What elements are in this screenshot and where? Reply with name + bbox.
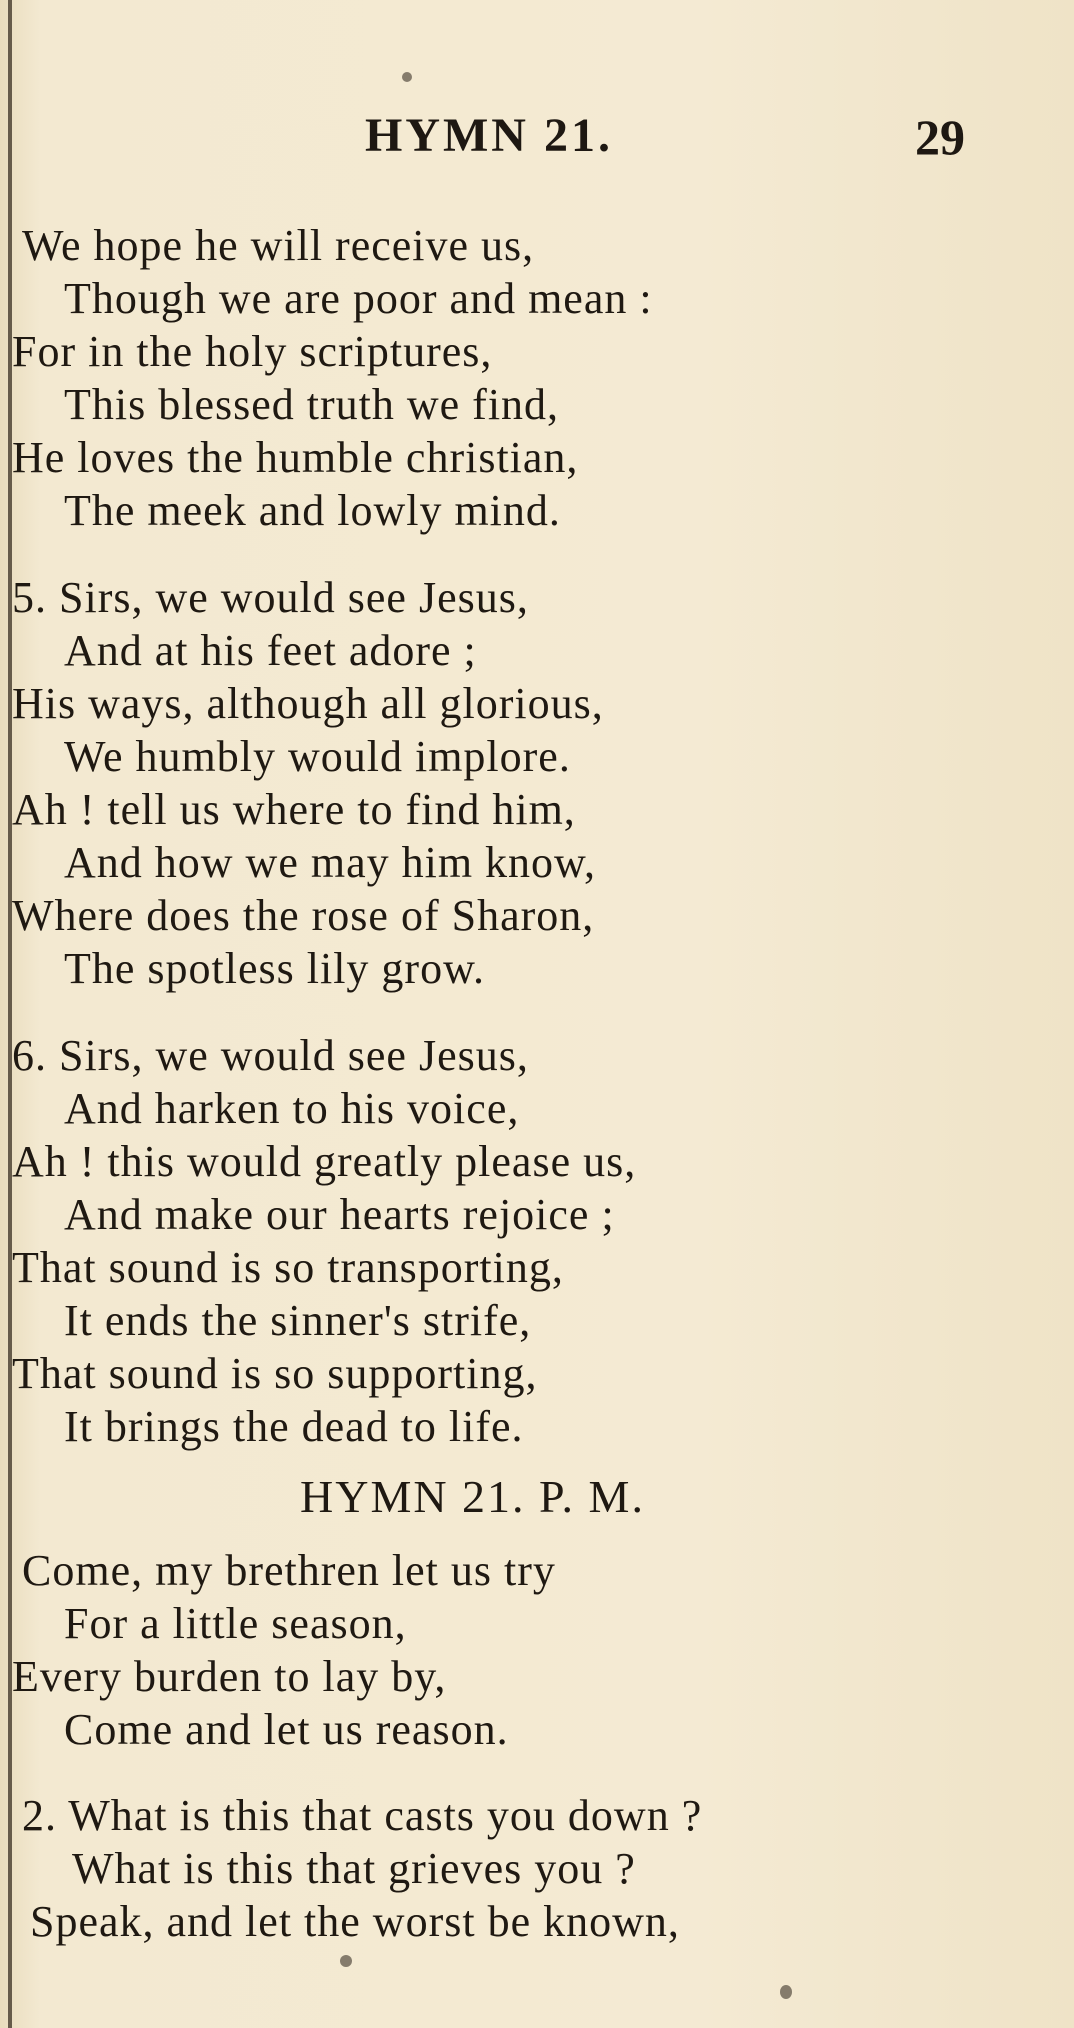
verse-line: The spotless lily grow. — [64, 944, 485, 993]
verse-line: He loves the humble christian, — [12, 433, 579, 482]
page-binding-edge — [8, 0, 12, 2028]
verse-line: That sound is so transporting, — [12, 1243, 564, 1292]
verse-line: 2. What is this that casts you down ? — [22, 1791, 703, 1840]
verse-line: It ends the sinner's strife, — [64, 1296, 532, 1345]
ink-speck — [340, 1955, 352, 1967]
verse-line: For a little season, — [64, 1599, 407, 1648]
running-title: HYMN 21. — [365, 109, 613, 162]
ink-speck — [780, 1985, 792, 1999]
verse-line: Come, my brethren let us try — [22, 1546, 556, 1595]
verse-line: Come and let us reason. — [64, 1705, 509, 1754]
verse-line: Every burden to lay by, — [12, 1652, 447, 1701]
page-header — [0, 108, 1074, 168]
verse-line: And make our hearts rejoice ; — [64, 1190, 615, 1239]
verse-line: For in the holy scriptures, — [12, 327, 493, 376]
verse-line: 6. Sirs, we would see Jesus, — [12, 1031, 529, 1080]
verse-line: And at his feet adore ; — [64, 626, 477, 675]
verse-line: Ah ! tell us where to find him, — [12, 785, 576, 834]
verse-line: We hope he will receive us, — [22, 221, 535, 270]
verse-line: We humbly would implore. — [64, 732, 571, 781]
verse-line: This blessed truth we find, — [64, 380, 560, 429]
verse-line: Though we are poor and mean : — [64, 274, 653, 323]
verse-line: And harken to his voice, — [64, 1084, 520, 1133]
verse-line: What is this that grieves you ? — [72, 1844, 636, 1893]
verse-line: That sound is so supporting, — [12, 1349, 538, 1398]
verse-line: And how we may him know, — [64, 838, 596, 887]
verse-line: Where does the rose of Sharon, — [12, 891, 595, 940]
verse-line: It brings the dead to life. — [64, 1402, 524, 1451]
verse-line: Speak, and let the worst be known, — [30, 1897, 680, 1946]
page-number: 29 — [915, 109, 965, 165]
verse-line: Ah ! this would greatly please us, — [12, 1137, 637, 1186]
hymn-title: HYMN 21. P. M. — [300, 1471, 645, 1522]
verse-line: The meek and lowly mind. — [64, 486, 561, 535]
ink-speck — [402, 72, 412, 82]
verse-line: 5. Sirs, we would see Jesus, — [12, 573, 529, 622]
verse-line: His ways, although all glorious, — [12, 679, 604, 728]
